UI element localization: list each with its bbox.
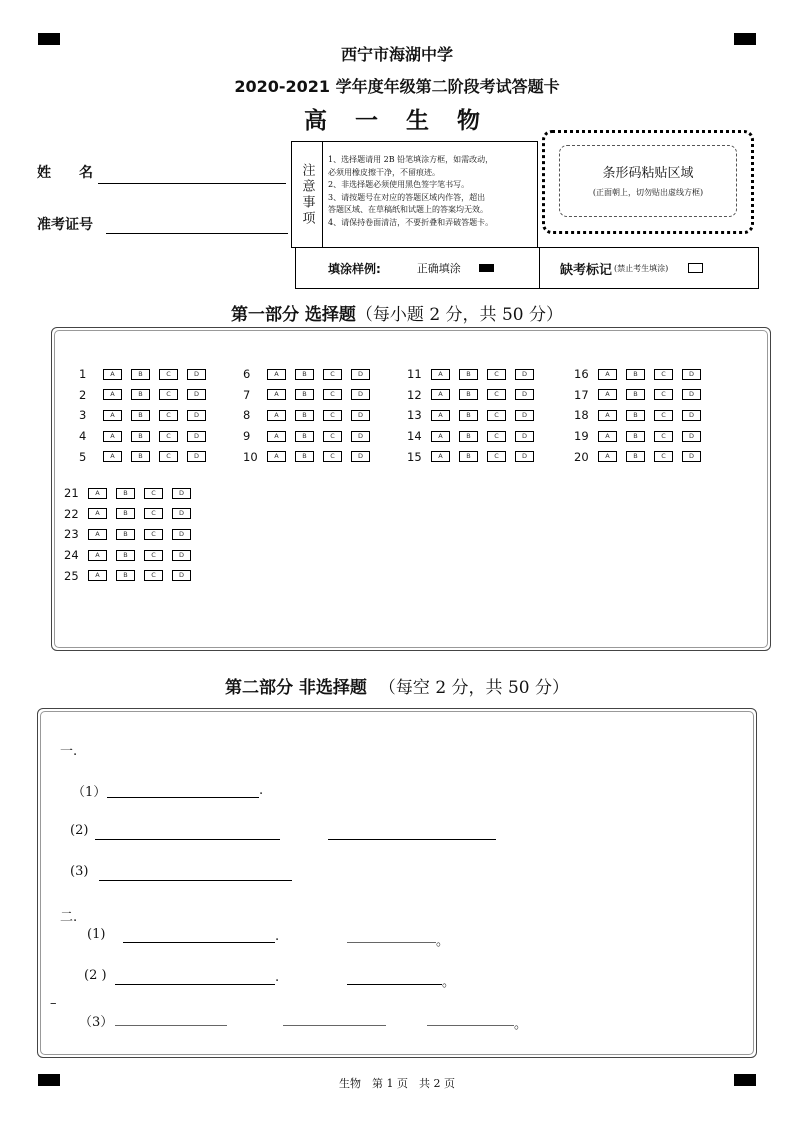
option-box-a[interactable]: A: [88, 570, 107, 581]
option-box-d[interactable]: D: [351, 389, 370, 400]
question-number: 25: [64, 568, 79, 583]
option-box-d[interactable]: D: [682, 389, 701, 400]
option-box-d[interactable]: D: [187, 369, 206, 380]
option-box-d[interactable]: D: [515, 389, 534, 400]
notice-line: 必须用橡皮擦干净，不留痕迹。: [328, 167, 440, 177]
option-box-b[interactable]: B: [131, 389, 150, 400]
option-box-b[interactable]: B: [116, 508, 135, 519]
option-box-a[interactable]: A: [598, 431, 617, 442]
option-box-d[interactable]: D: [515, 410, 534, 421]
question-row: [574, 429, 710, 443]
option-box-d[interactable]: D: [187, 389, 206, 400]
option-box-c[interactable]: C: [323, 389, 342, 400]
option-box-a[interactable]: A: [267, 369, 286, 380]
barcode-hint: (正面朝上，切勿贴出虚线方框): [592, 188, 704, 197]
question-row: [574, 367, 710, 381]
question-row: [574, 388, 710, 402]
option-box-a[interactable]: A: [103, 431, 122, 442]
option-box-a[interactable]: A: [88, 550, 107, 561]
option-box-b[interactable]: B: [295, 369, 314, 380]
option-box-a[interactable]: A: [431, 451, 450, 462]
question-row: [407, 367, 543, 381]
option-box-b[interactable]: B: [459, 369, 478, 380]
fill-example-correct: 正确填涂: [416, 262, 461, 275]
q2-1-label: (1): [87, 927, 106, 942]
option-box-b[interactable]: B: [626, 451, 645, 462]
page-footer: 生物 第 1 页 共 2 页: [339, 1077, 455, 1090]
fill-example-label: 填涂样例:: [328, 261, 381, 276]
option-box-c[interactable]: C: [487, 389, 506, 400]
option-box-b[interactable]: B: [459, 431, 478, 442]
option-box-b[interactable]: B: [626, 389, 645, 400]
notice-box: [291, 141, 538, 248]
q1-3-label: (3): [70, 864, 89, 879]
q2-2-label: (2 ): [84, 968, 107, 983]
barcode-area: [542, 130, 754, 234]
option-box-d[interactable]: D: [172, 488, 191, 499]
option-box-a[interactable]: A: [598, 389, 617, 400]
option-box-d[interactable]: D: [515, 451, 534, 462]
option-box-a[interactable]: A: [103, 451, 122, 462]
option-box-b[interactable]: B: [626, 369, 645, 380]
q2-3-answer-line-c[interactable]: [427, 1025, 514, 1026]
question-number: 8: [243, 408, 251, 423]
question-number: 17: [574, 387, 589, 402]
option-box-c[interactable]: C: [323, 431, 342, 442]
option-box-d[interactable]: D: [187, 451, 206, 462]
question-number: 22: [64, 506, 79, 521]
question-number: 11: [407, 367, 422, 381]
option-box-c[interactable]: C: [159, 389, 178, 400]
option-box-c[interactable]: C: [144, 488, 163, 499]
question-number: 23: [64, 527, 79, 542]
option-box-b[interactable]: B: [295, 410, 314, 421]
option-box-b[interactable]: B: [116, 550, 135, 561]
q1-1-dot: .: [259, 783, 264, 798]
option-box-a[interactable]: A: [103, 410, 122, 421]
q2-2-answer-line-a[interactable]: [115, 984, 275, 985]
option-box-d[interactable]: D: [682, 369, 701, 380]
option-box-b[interactable]: B: [131, 451, 150, 462]
notice-body: [328, 154, 532, 229]
q1-1-answer-line[interactable]: [107, 797, 259, 798]
section-1-label: 一.: [60, 744, 78, 759]
option-box-d[interactable]: D: [351, 369, 370, 380]
option-box-a[interactable]: A: [103, 389, 122, 400]
q1-2-label: (2): [70, 823, 89, 838]
question-number: 10: [243, 449, 258, 464]
question-row: [64, 527, 200, 541]
q2-1-answer-line-b[interactable]: [347, 942, 436, 943]
option-box-c[interactable]: C: [144, 529, 163, 540]
option-box-a[interactable]: A: [267, 410, 286, 421]
option-box-a[interactable]: A: [103, 369, 122, 380]
option-box-b[interactable]: B: [116, 488, 135, 499]
option-box-d[interactable]: D: [172, 529, 191, 540]
question-row: [243, 450, 379, 464]
question-number: 24: [64, 548, 79, 563]
part1-title-rest: （每小题 2 分，共 50 分）: [355, 305, 563, 325]
absent-checkbox[interactable]: [688, 263, 703, 273]
option-box-c[interactable]: C: [487, 410, 506, 421]
option-box-c[interactable]: C: [144, 508, 163, 519]
option-box-d[interactable]: D: [351, 410, 370, 421]
question-row: [574, 450, 710, 464]
option-box-c[interactable]: C: [323, 410, 342, 421]
question-row: [243, 388, 379, 402]
option-box-a[interactable]: A: [598, 410, 617, 421]
margin-dash: –: [50, 996, 57, 1011]
option-box-c[interactable]: C: [144, 570, 163, 581]
q2-1-dot: .: [275, 929, 280, 944]
question-number: 14: [407, 429, 422, 444]
question-number: 7: [243, 387, 251, 402]
option-box-c[interactable]: C: [159, 369, 178, 380]
notice-line: 4、请保持卷面清洁，不要折叠和弄破答题卡。: [328, 217, 494, 227]
question-number: 3: [79, 408, 87, 423]
option-box-b[interactable]: B: [626, 410, 645, 421]
option-box-a[interactable]: A: [431, 410, 450, 421]
option-box-d[interactable]: D: [172, 508, 191, 519]
q2-3-answer-line-a[interactable]: [115, 1025, 227, 1026]
option-box-b[interactable]: B: [131, 369, 150, 380]
option-box-c[interactable]: C: [654, 410, 673, 421]
notice-line: 答题区域、在草稿纸和试题上的答案均无效。: [328, 205, 488, 214]
question-row: [64, 486, 200, 500]
part2-title-bold: 第二部分 非选择题: [225, 678, 367, 698]
option-box-c[interactable]: C: [144, 550, 163, 561]
option-box-d[interactable]: D: [515, 431, 534, 442]
question-number: 5: [79, 449, 87, 464]
option-box-a[interactable]: A: [431, 369, 450, 380]
fill-example-left: [296, 248, 540, 288]
question-number: 6: [243, 367, 251, 381]
notice-line: 1、选择题请用 2B 铅笔填涂方框，如需改动，: [328, 155, 494, 164]
q2-2-dot: .: [275, 970, 280, 985]
q1-2-answer-line-a[interactable]: [95, 839, 280, 840]
option-box-b[interactable]: B: [459, 389, 478, 400]
option-box-a[interactable]: A: [431, 431, 450, 442]
question-row: [64, 569, 200, 583]
option-box-b[interactable]: B: [459, 451, 478, 462]
question-number: 16: [574, 367, 589, 381]
notice-line: 3、请按题号在对应的答题区域内作答，超出: [328, 192, 486, 202]
fill-example-bar: [295, 247, 759, 289]
name-field[interactable]: [98, 183, 286, 184]
notice-line: 2、非选择题必须使用黑色签字笔书写。: [328, 180, 470, 189]
question-number: 15: [407, 449, 422, 464]
option-box-b[interactable]: B: [295, 389, 314, 400]
q2-2-period: 。: [442, 975, 456, 990]
filled-box-sample: [479, 264, 494, 272]
option-box-b[interactable]: B: [116, 529, 135, 540]
question-row: [64, 548, 200, 562]
exam-title: 2020-2021 学年度年级第二阶段考试答题卡: [234, 77, 560, 96]
q2-1-period: 。: [436, 934, 450, 949]
option-box-c[interactable]: C: [159, 431, 178, 442]
option-box-d[interactable]: D: [351, 451, 370, 462]
question-row: [79, 367, 215, 381]
option-box-c[interactable]: C: [654, 451, 673, 462]
non-choice-answer-area: [37, 708, 757, 1058]
question-row: [407, 450, 543, 464]
question-row: [407, 429, 543, 443]
question-row: [574, 408, 710, 422]
q2-2-answer-line-b[interactable]: [347, 984, 442, 985]
question-number: 18: [574, 408, 589, 423]
question-number: 21: [64, 486, 79, 500]
option-box-d[interactable]: D: [172, 570, 191, 581]
option-box-a[interactable]: A: [598, 369, 617, 380]
option-box-d[interactable]: D: [682, 451, 701, 462]
q2-3-answer-line-b[interactable]: [283, 1025, 386, 1026]
option-box-c[interactable]: C: [654, 369, 673, 380]
option-box-a[interactable]: A: [598, 451, 617, 462]
option-box-b[interactable]: B: [295, 431, 314, 442]
question-row: [243, 429, 379, 443]
question-number: 12: [407, 387, 422, 402]
option-box-d[interactable]: D: [682, 410, 701, 421]
option-box-b[interactable]: B: [459, 410, 478, 421]
id-field[interactable]: [106, 233, 288, 234]
option-box-c[interactable]: C: [323, 451, 342, 462]
option-box-a[interactable]: A: [267, 431, 286, 442]
question-row: [64, 507, 200, 521]
absent-hint: (禁止考生填涂): [614, 263, 669, 273]
name-label: 姓 名: [37, 165, 93, 181]
option-box-b[interactable]: B: [131, 410, 150, 421]
option-box-c[interactable]: C: [323, 369, 342, 380]
option-box-c[interactable]: C: [487, 431, 506, 442]
part2-title: [0, 673, 794, 698]
question-row: [79, 429, 215, 443]
option-box-c[interactable]: C: [654, 431, 673, 442]
question-row: [407, 388, 543, 402]
subject-title: 高 一 生 物: [303, 107, 491, 134]
option-box-a[interactable]: A: [88, 488, 107, 499]
option-box-b[interactable]: B: [116, 570, 135, 581]
part1-title: [0, 300, 794, 325]
option-box-c[interactable]: C: [487, 369, 506, 380]
section-2-label: 二.: [60, 910, 78, 925]
question-row: [79, 408, 215, 422]
option-box-a[interactable]: A: [267, 451, 286, 462]
question-row: [79, 388, 215, 402]
absent-label: 缺考标记: [560, 262, 613, 278]
id-label: 准考证号: [37, 217, 93, 233]
option-box-a[interactable]: A: [88, 508, 107, 519]
question-number: 4: [79, 429, 87, 444]
option-box-d[interactable]: D: [351, 431, 370, 442]
option-box-a[interactable]: A: [431, 389, 450, 400]
option-box-d[interactable]: D: [187, 410, 206, 421]
question-number: 20: [574, 449, 589, 464]
option-box-d[interactable]: D: [682, 431, 701, 442]
question-row: [407, 408, 543, 422]
question-row: [243, 367, 379, 381]
question-number: 9: [243, 429, 251, 444]
q1-3-answer-line[interactable]: [99, 880, 292, 881]
q1-2-answer-line-b[interactable]: [328, 839, 496, 840]
question-number: 19: [574, 429, 589, 444]
question-row: [243, 408, 379, 422]
part2-title-rest: （每空 2 分，共 50 分）: [378, 678, 569, 698]
option-box-a[interactable]: A: [88, 529, 107, 540]
option-box-c[interactable]: C: [487, 451, 506, 462]
q2-3-label: （3）: [79, 1015, 114, 1030]
barcode-title: 条形码粘贴区域: [602, 166, 694, 181]
q1-1-label: （1）: [72, 785, 107, 800]
question-number: 1: [79, 367, 87, 381]
option-box-d[interactable]: D: [187, 431, 206, 442]
option-box-c[interactable]: C: [159, 451, 178, 462]
question-number: 13: [407, 408, 422, 423]
part1-title-bold: 第一部分 选择题: [231, 305, 356, 325]
notice-heading: 注意事项: [292, 142, 323, 247]
question-row: [79, 450, 215, 464]
option-box-b[interactable]: B: [131, 431, 150, 442]
school-name: 西宁市海湖中学: [340, 45, 453, 64]
option-box-b[interactable]: B: [295, 451, 314, 462]
option-box-a[interactable]: A: [267, 389, 286, 400]
option-box-c[interactable]: C: [159, 410, 178, 421]
barcode-inner-box: [559, 145, 737, 217]
option-box-c[interactable]: C: [654, 389, 673, 400]
question-number: 2: [79, 387, 87, 402]
q2-3-period: 。: [514, 1017, 528, 1032]
option-box-b[interactable]: B: [626, 431, 645, 442]
absent-mark-section: [540, 248, 758, 288]
option-box-d[interactable]: D: [172, 550, 191, 561]
q2-1-answer-line-a[interactable]: [123, 942, 275, 943]
option-box-d[interactable]: D: [515, 369, 534, 380]
